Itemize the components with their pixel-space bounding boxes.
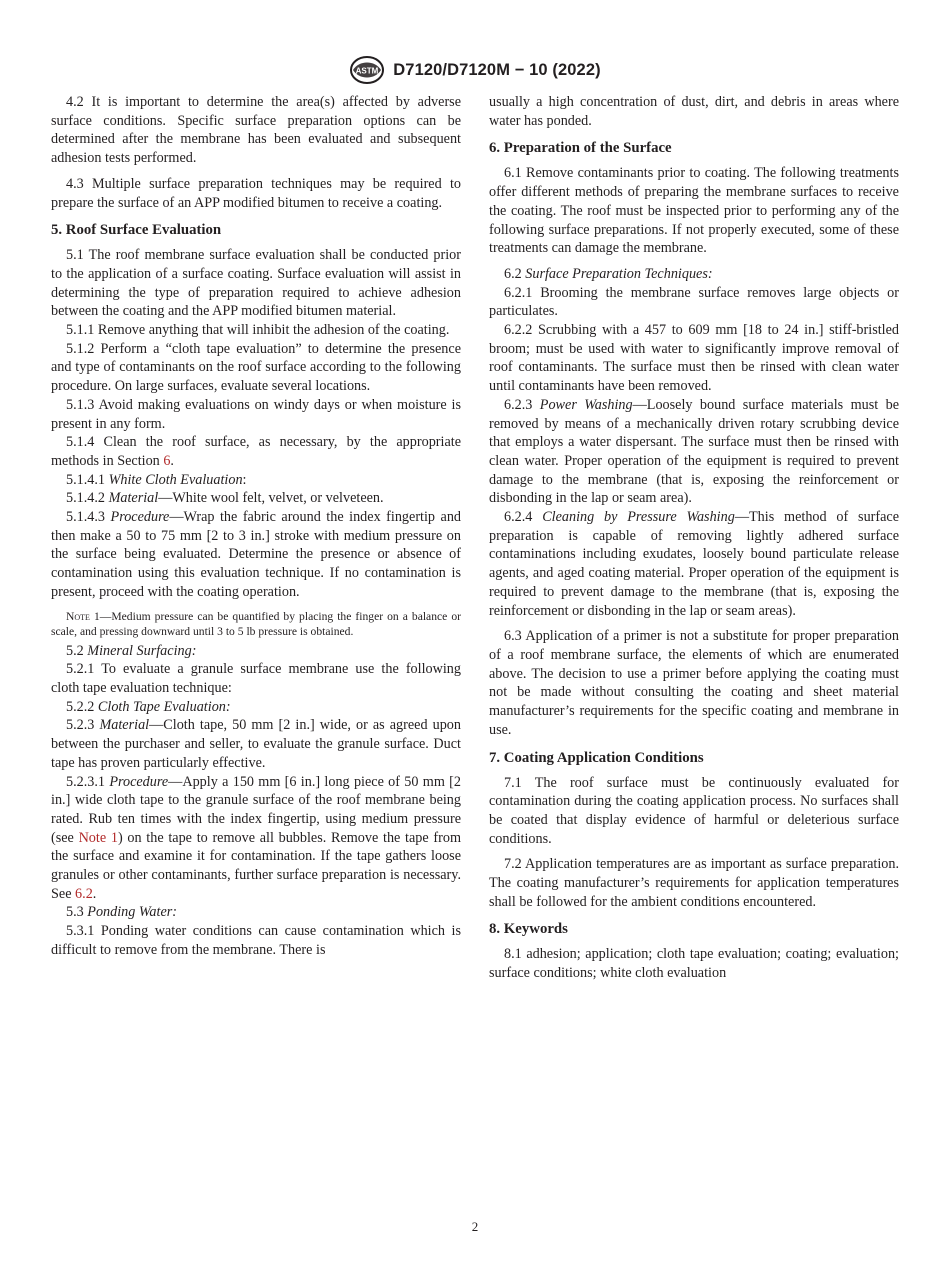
astm-logo-icon (349, 55, 385, 85)
section-heading-8: 8. Keywords (489, 921, 568, 938)
paragraph-7-1: 7.1 The roof surface must be continuously evaluated for contamination during the coating application process. No surfaces shall be coated that display evidence of harmful or deleterious surface conditions. (489, 774, 899, 847)
paragraph-6-2-2: 6.2.2 Scrubbing with a 457 to 609 mm [18 to 24 in.] stiff-bristled broom; must be used with water to significantly improve removal of roof contaminants. The surface must then be rinsed with clean water until contaminants have been removed. (489, 322, 899, 395)
paragraph-5-1-3: 5.1.3 Avoid making evaluations on windy days or when moisture is present in any form. (51, 396, 461, 432)
paragraph-5-2: 5.2 Mineral Surfacing: (66, 642, 197, 659)
paragraph-5-2-3-1: 5.2.3.1 Procedure—Apply a 150 mm [6 in.] long piece of 50 mm [2 in.] wide cloth tape to the granule surface of the roof membrane being rated. Rub ten times with the index fingertip, using medium pressure (see Note 1) on the tape to remove all bubbles. Remove the tape from the surface and examine it for contamination. If the tape gathers loose granules or other contaminants, further surface preparation is necessary. See 6.2. (51, 773, 461, 902)
paragraph-5-1-4: 5.1.4 Clean the roof surface, as necessary, by the appropriate methods in Section 6. (51, 434, 461, 469)
paragraph-5-1-4-3: 5.1.4.3 Procedure—Wrap the fabric around the index fingertip and then make a 50 to 75 mm [2 to 3 in.] stroke with medium pressure on the surface being evaluated. Determine the presence or absence of contamination using this evaluation technique. If no contamination is present, proceed with the coating operation. (51, 509, 462, 600)
paragraph-5-2-3: 5.2.3 Material—Cloth tape, 50 mm [2 in.] wide, or as agreed upon between the purchaser and seller, to evaluate the granule surface. Duct tape has proven particularly effective. (51, 717, 461, 771)
section-heading-5: 5. Roof Surface Evaluation (51, 222, 222, 239)
paragraph-6-2-3: 6.2.3 Power Washing—Loosely bound surface materials must be removed by means of a mechanically driven rotary scrubbing device that employs a water dispersant. The surface must then be rinsed with clean water. Proper operation of the equipment is required to prevent damage to the membrane (that is, exposing the reinforcement or disbonding in the lap or seam area). (489, 396, 899, 507)
paragraph-5-1-4-2: 5.1.4.2 Material—White wool felt, velvet, or velveteen. (66, 490, 384, 507)
note-1-link[interactable]: Note 1 (78, 829, 118, 846)
paragraph-6-2: 6.2 Surface Preparation Techniques: (504, 265, 713, 282)
paragraph-4-3: 4.3 Multiple surface preparation techniques may be required to prepare the surface of an APP modified bitumen to receive a coating. (51, 175, 461, 211)
note-1: Note 1—Medium pressure can be quantified by placing the finger on a balance or scale, and pressing downward until 3 to 5 lb pressure is obtained. (51, 609, 461, 638)
paragraph-7-2: 7.2 Application temperatures are as important as surface preparation. The coating manufacturer’s requirements for application temperatures shall be followed for the ambient conditions encountered. (489, 856, 899, 910)
paragraph-5-3-1: 5.3.1 Ponding water conditions can cause contamination which is difficult to remove from the membrane. There is (51, 923, 461, 958)
section-heading-7: 7. Coating Application Conditions (489, 749, 704, 766)
right-column (489, 93, 899, 983)
left-column (51, 93, 461, 960)
paragraph-5-3: 5.3 Ponding Water: (66, 904, 177, 921)
section-6-2-link[interactable]: 6.2 (75, 885, 93, 902)
paragraph-5-1-1: 5.1.1 Remove anything that will inhibit the adhesion of the coating. (66, 322, 450, 339)
paragraph-5-2-1: 5.2.1 To evaluate a granule surface membrane use the following cloth tape evaluation technique: (51, 661, 461, 696)
page-number: 2 (471, 1219, 479, 1234)
paragraph-8-1: 8.1 adhesion; application; cloth tape evaluation; coating; evaluation; surface conditions; white cloth evaluation (489, 946, 899, 982)
paragraph-6-2-1: 6.2.1 Brooming the membrane surface removes large objects or particulates. (489, 284, 899, 320)
section-heading-6: 6. Preparation of the Surface (489, 140, 672, 157)
paragraph-5-1-4-1: 5.1.4.1 White Cloth Evaluation: (66, 471, 247, 488)
paragraph-6-2-4: 6.2.4 Cleaning by Pressure Washing—This method of surface preparation is capable of removing lightly adhered surface contaminations including exudates, loosely bound particulate release agents, and aged coating material. Proper operation of the equipment is required to prevent damage to the membrane (that is, exposing the reinforcement or disbonding in the lap or seam areas). (489, 509, 900, 619)
paragraph-5-1-2: 5.1.2 Perform a “cloth tape evaluation” to determine the presence and type of contaminants on the roof surface according to the following procedure. On large surfaces, evaluate several locations. (51, 340, 461, 395)
paragraph-5-2-2: 5.2.2 Cloth Tape Evaluation: (66, 698, 231, 715)
paragraph-5-1: 5.1 The roof membrane surface evaluation shall be conducted prior to the application of a surface coating. Surface evaluation will assist in determining the type of preparation required to achieve adhesion between the coating and the APP modified bitumen material. (51, 247, 461, 320)
paragraph-5-3-1-continued: usually a high concentration of dust, dirt, and debris in areas where water has ponded. (489, 94, 899, 129)
paragraph-6-3: 6.3 Application of a primer is not a substitute for proper preparation of a roof membrane surface, the elements of which are enumerated above. The decision to use a primer before applying the coating must not be made without consulting the coating and sheet material manufacturer’s requirements for the specific coating and membrane in use. (489, 628, 899, 738)
page-header (0, 54, 950, 86)
paragraph-6-1: 6.1 Remove contaminants prior to coating. The following treatments offer different methods of preparing the membrane surfaces to receive the coating. The roof must be inspected prior to performing any of the following surface preparations. If not properly executed, some of these treatments can damage the membrane. (489, 165, 899, 257)
note-1-label: Note 1 (66, 609, 100, 623)
section-6-link[interactable]: 6 (163, 452, 171, 469)
document-designation: D7120/D7120M − 10 (2022) (393, 60, 601, 79)
logo-text: ASTM (355, 66, 379, 76)
paragraph-4-2: 4.2 It is important to determine the area(s) affected by adverse surface conditions. Specific surface preparation options can be determined after the membrane has been evaluated and subsequent adhesion tests performed. (51, 94, 461, 167)
